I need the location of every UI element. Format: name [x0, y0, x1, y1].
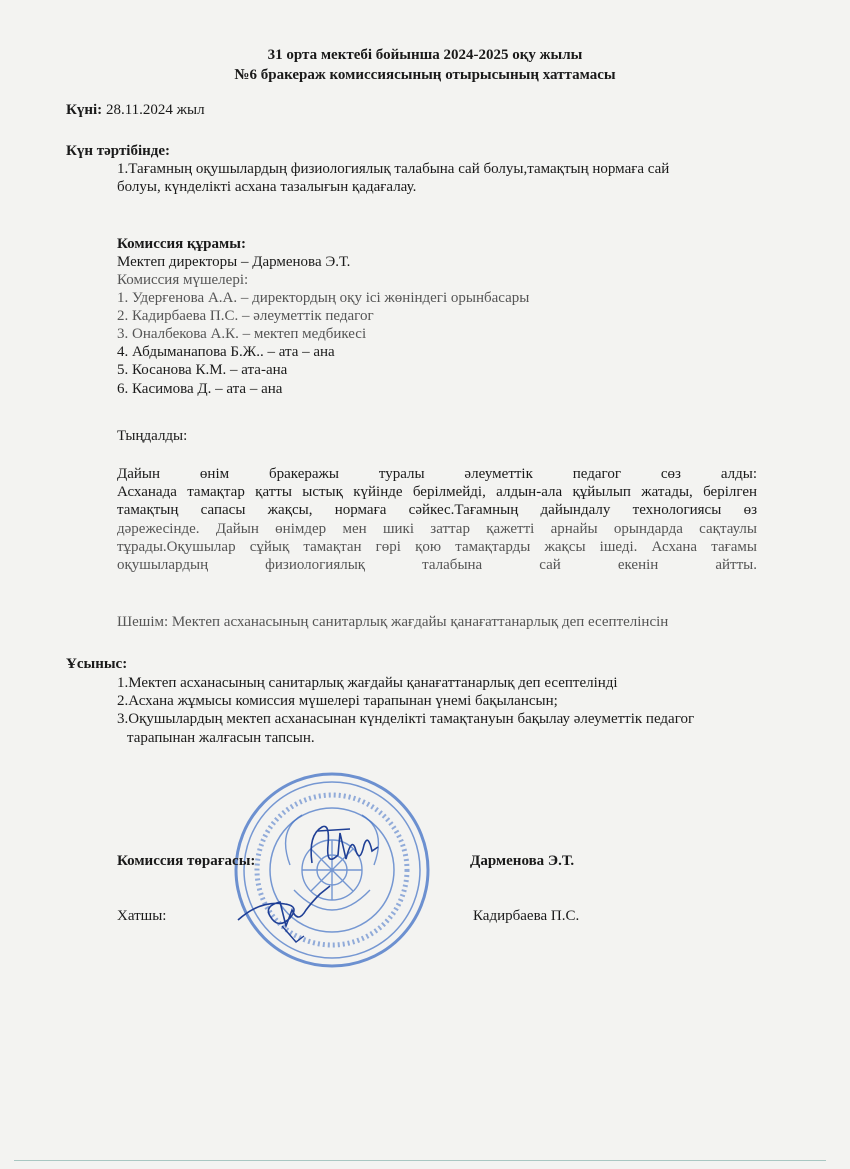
heard-line: оқушылардың физиологиялық талабына сай екенін айтты.: [117, 557, 757, 573]
proposal-item: 3.Оқушылардың мектеп асханасынан күнделікті тамақтануын бақылау әлеуметтік педагог: [117, 711, 695, 727]
decision-line: [117, 613, 668, 631]
commission-member: 1. Удерғенова А.А. – директордың оқу ісі жөніндегі орынбасары: [117, 290, 530, 306]
chair-signature: [300, 815, 390, 875]
heard-label: Тыңдалды:: [117, 428, 188, 444]
chair-name: Дарменова Э.Т.: [470, 853, 575, 869]
header-line-1: 31 орта мектебі бойынша 2024-2025 оқу жылы: [267, 47, 583, 63]
proposal-item-continuation: тарапынан жалғасын тапсын.: [127, 730, 315, 746]
heard-line: Дайын өнім бракеражы туралы әлеуметтік педагог сөз алды:: [117, 466, 757, 482]
commission-title: Комиссия құрамы:: [117, 236, 246, 252]
proposal-item: 2.Асхана жұмысы комиссия мүшелері тарапынан үнемі бақылансын;: [117, 693, 558, 709]
heard-line: тамақтың сапасы жақсы, нормаға сәйкес.Тағамның дайындалу технологиясы өз: [117, 502, 757, 518]
commission-member: 6. Касимова Д. – ата – ана: [117, 381, 283, 397]
commission-members-label: Комиссия мүшелері:: [117, 272, 249, 288]
bottom-edge-line: [14, 1160, 826, 1161]
secretary-name: Кадирбаева П.С.: [473, 908, 580, 924]
commission-member: 4. Абдыманапова Б.Ж.. – ата – ана: [117, 344, 335, 360]
proposal-label: Ұсыныс:: [66, 656, 128, 672]
heard-line: Асханада тамақтар қатты ыстық күйінде берілмейді, алдын-ала құйылып жатады, берілген: [117, 484, 757, 500]
secretary-signature: [230, 880, 340, 950]
date-value: 28.11.2024 жыл: [105, 102, 205, 118]
proposal-item: 1.Мектеп асханасының санитарлық жағдайы қанағаттанарлық деп есептелінді: [117, 675, 618, 691]
commission-member: 5. Косанова К.М. – ата-ана: [117, 362, 288, 378]
agenda-item-line-2: болуы, күнделікті асхана тазалығын қадағалау.: [117, 179, 417, 195]
heard-line: дәрежесінде. Дайын өнімдер мен шикі заттар қажетті арнайы орындарда сақтаулы: [117, 521, 757, 537]
commission-member: 2. Кадирбаева П.С. – әлеуметтік педагог: [117, 308, 374, 324]
chair-label: Комиссия төрағасы:: [117, 853, 256, 869]
decision-text: Мектеп асханасының санитарлық жағдайы қанағаттанарлық деп есептелінсін: [171, 614, 669, 630]
heard-line: тұрады.Оқушылар сұйық тамақтан гөрі қою тамақтарды жақсы ішеді. Асхана тағамы: [117, 539, 757, 555]
commission-member: 3. Оналбекова А.К. – мектеп медбикесі: [117, 326, 367, 342]
date-line: [66, 101, 205, 119]
secretary-label: Хатшы:: [117, 908, 167, 924]
header-line-2: №6 бракераж комиссиясының отырысының хаттамасы: [234, 67, 616, 83]
agenda-item-line-1: 1.Тағамның оқушылардың физиологиялық талабына сай болуы,тамақтың нормаға сай: [117, 161, 670, 177]
decision-label: Шешім:: [117, 614, 169, 630]
agenda-label: Күн тәртібінде:: [66, 143, 171, 159]
commission-chair: Мектеп директоры – Дарменова Э.Т.: [117, 254, 351, 270]
date-label: Күні:: [66, 102, 103, 118]
